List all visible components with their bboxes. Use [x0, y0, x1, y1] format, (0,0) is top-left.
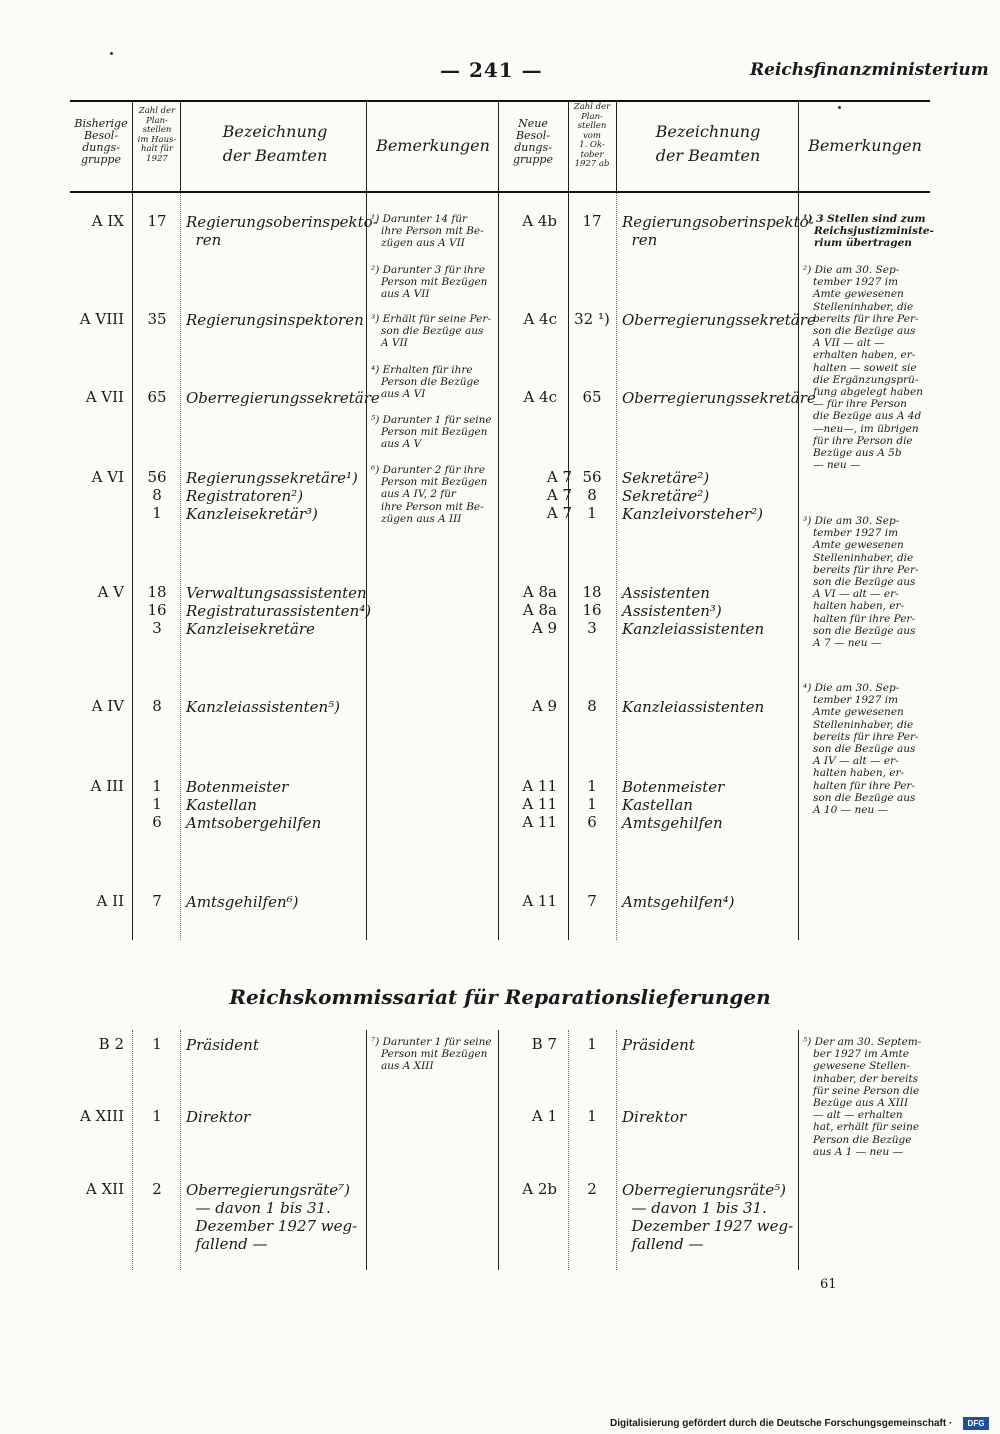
footnote: ³) Die am 30. Sep- tember 1927 im Amte gewesenen Stelleninhaber, die bereits für ihre Per- son die Bezüge aus A VI — alt — er- halten haben, er- halten für ihre Per- son die Bezüge aus A 7 — neu —: [803, 515, 919, 650]
old-name-cell: Präsident: [186, 1036, 259, 1054]
col-header-new-count: Zahl der Plan- stellen vom 1. Ok- tober 1927 ab: [573, 102, 611, 169]
old-name-cell: Oberregierungsräte⁷) — davon 1 bis 31. Dezember 1927 weg- fallend —: [186, 1181, 358, 1253]
footnote: ⁵) Darunter 1 für seine Person mit Bezügen aus A V: [371, 414, 492, 451]
ministry-title: Reichsfinanzministerium: [750, 60, 989, 80]
old-group-cell: A XIII: [79, 1107, 124, 1125]
new-name-cell: Botenmeister Kastellan Amtsgehilfen: [622, 778, 725, 832]
old-group-cell: A VI: [91, 468, 124, 486]
column-divider: [132, 1030, 133, 1270]
footnote: ⁴) Erhalten für ihre Person die Bezüge aus A VI: [371, 364, 480, 401]
new-name-cell: Regierungsoberinspekto- ren: [622, 213, 814, 249]
col-header-new-group: Neue Besol- dungs- gruppe: [513, 117, 553, 166]
col-header-old-remarks: Bemerkungen: [376, 136, 490, 155]
column-divider: [616, 193, 617, 940]
old-count-cell: 56 8 1: [147, 468, 167, 522]
old-group-cell: A III: [90, 777, 124, 795]
old-count-cell: 1: [152, 1035, 162, 1053]
footnote: ³) Erhält für seine Per- son die Bezüge aus A VII: [371, 313, 491, 350]
footnote: ¹) 3 Stellen sind zum Reichsjustizministe- rium übertragen: [803, 213, 934, 250]
old-count-cell: 65: [147, 388, 167, 406]
section-title: Reichskommissariat für Reparationslieferungen: [229, 985, 771, 1009]
new-count-cell: 32 ¹): [574, 310, 610, 328]
new-name-cell: Sekretäre²) Sekretäre²) Kanzleivorsteher²): [622, 469, 764, 523]
footnote: ¹) Darunter 14 für ihre Person mit Be- zügen aus A VII: [371, 213, 484, 250]
footnote: ⁶) Darunter 2 für ihre Person mit Bezügen aus A IV, 2 für ihre Person mit Be- zügen aus A III: [371, 464, 488, 525]
new-count-cell: 1: [587, 1107, 597, 1125]
new-name-cell: Assistenten Assistenten³) Kanzleiassistenten: [622, 584, 765, 638]
new-group-cell: A 7 A 7 A 7: [546, 468, 572, 522]
ink-dot: [110, 52, 113, 55]
table-top-rule: [70, 100, 930, 102]
new-name-cell: Oberregierungssekretäre: [622, 389, 816, 407]
old-count-cell: 18 16 3: [147, 583, 167, 637]
col-header-old-name: Bezeichnung der Beamten: [222, 122, 328, 165]
page-number: — 241 —: [440, 58, 543, 82]
dfg-credit: Digitalisierung gefördert durch die Deutsche Forschungsgemeinschaft ·: [610, 1418, 953, 1429]
old-count-cell: 1 1 6: [152, 777, 162, 831]
footnote: ⁷) Darunter 1 für seine Person mit Bezügen aus A XIII: [371, 1036, 492, 1073]
old-name-cell: Regierungsoberinspekto- ren: [186, 213, 378, 249]
old-name-cell: Botenmeister Kastellan Amtsobergehilfen: [186, 778, 322, 832]
new-group-cell: A 4b: [522, 212, 557, 230]
old-group-cell: A IV: [91, 697, 124, 715]
new-name-cell: Kanzleiassistenten: [622, 698, 765, 716]
column-divider: [616, 100, 617, 192]
new-group-cell: A 11: [522, 892, 557, 910]
new-group-cell: A 8a A 8a A 9: [522, 583, 557, 637]
old-group-cell: B 2: [98, 1035, 124, 1053]
new-count-cell: 17: [582, 212, 602, 230]
col-header-old-count: Zahl der Plan- stellen im Haus- halt für 1927: [137, 106, 177, 164]
new-name-cell: Oberregierungsräte⁵) — davon 1 bis 31. Dezember 1927 weg- fallend —: [622, 1181, 794, 1253]
old-count-cell: 35: [147, 310, 167, 328]
old-group-cell: A IX: [91, 212, 124, 230]
new-count-cell: 65: [582, 388, 602, 406]
column-divider: [498, 1030, 499, 1270]
column-divider: [180, 193, 181, 940]
new-group-cell: A 1: [531, 1107, 557, 1125]
old-group-cell: A V: [97, 583, 124, 601]
column-divider: [180, 100, 181, 192]
old-count-cell: 17: [147, 212, 167, 230]
column-divider: [568, 1030, 569, 1270]
new-group-cell: A 11 A 11 A 11: [522, 777, 557, 831]
new-count-cell: 56 8 1: [582, 468, 602, 522]
col-header-old-group: Bisherige Besol- dungs- gruppe: [74, 117, 128, 166]
old-name-cell: Regierungssekretäre¹) Registratoren²) Kanzleisekretär³): [186, 469, 358, 523]
old-count-cell: 1: [152, 1107, 162, 1125]
new-count-cell: 1 1 6: [587, 777, 597, 831]
old-name-cell: Amtsgehilfen⁶): [186, 893, 299, 911]
col-header-new-remarks: Bemerkungen: [808, 136, 922, 155]
footnote: ²) Die am 30. Sep- tember 1927 im Amte gewesenen Stelleninhaber, die bereits für ihre Per- son die Bezüge aus A VII — alt — erhalten haben, er- halten — soweit sie die Ergänzungsprü- fung abgelegt haben — für ihre Person die Bezüge aus A 4d —neu—, im übrigen für ihre Person die Bezüge aus A 5b — neu —: [803, 264, 923, 472]
column-divider: [798, 1030, 799, 1270]
new-count-cell: 18 16 3: [582, 583, 602, 637]
old-name-cell: Direktor: [186, 1108, 251, 1126]
new-group-cell: A 4c: [523, 388, 557, 406]
new-count-cell: 1: [587, 1035, 597, 1053]
column-divider: [616, 1030, 617, 1270]
column-divider: [366, 1030, 367, 1270]
ink-dot: [838, 106, 841, 109]
new-name-cell: Präsident: [622, 1036, 695, 1054]
old-group-cell: A XII: [85, 1180, 124, 1198]
old-count-cell: 2: [152, 1180, 162, 1198]
old-count-cell: 7: [152, 892, 162, 910]
old-count-cell: 8: [152, 697, 162, 715]
dfg-logo: DFG: [963, 1417, 989, 1430]
new-group-cell: A 4c: [523, 310, 557, 328]
new-name-cell: Direktor: [622, 1108, 687, 1126]
page-marker: 61: [820, 1277, 837, 1292]
table-header-rule: [70, 191, 930, 193]
new-group-cell: A 2b: [522, 1180, 557, 1198]
old-name-cell: Regierungsinspektoren: [186, 311, 364, 329]
old-name-cell: Oberregierungssekretäre: [186, 389, 380, 407]
column-divider: [132, 100, 133, 940]
footnote: ⁴) Die am 30. Sep- tember 1927 im Amte gewesenen Stelleninhaber, die bereits für ihre Per- son die Bezüge aus A IV — alt — er- halten haben, er- halten für ihre Per- son die Bezüge aus A 10 — neu —: [803, 682, 919, 817]
new-name-cell: Oberregierungssekretäre: [622, 311, 816, 329]
old-name-cell: Verwaltungsassistenten Registraturassistenten⁴) Kanzleisekretäre: [186, 584, 372, 638]
col-header-new-name: Bezeichnung der Beamten: [655, 122, 761, 165]
column-divider: [180, 1030, 181, 1270]
footnote: ²) Darunter 3 für ihre Person mit Bezügen aus A VII: [371, 264, 488, 301]
old-group-cell: A II: [96, 892, 124, 910]
new-count-cell: 7: [587, 892, 597, 910]
new-name-cell: Amtsgehilfen⁴): [622, 893, 735, 911]
new-count-cell: 2: [587, 1180, 597, 1198]
new-group-cell: A 9: [531, 697, 557, 715]
footnote: ⁵) Der am 30. Septem- ber 1927 im Amte gewesene Stellen- inhaber, der bereits für seine Person die Bezüge aus A XIII — alt — erhalten hat, erhält für seine Person die Bezüge aus A 1 — neu —: [803, 1036, 922, 1158]
new-group-cell: B 7: [531, 1035, 557, 1053]
new-count-cell: 8: [587, 697, 597, 715]
old-group-cell: A VII: [85, 388, 124, 406]
old-group-cell: A VIII: [79, 310, 124, 328]
old-name-cell: Kanzleiassistenten⁵): [186, 698, 341, 716]
